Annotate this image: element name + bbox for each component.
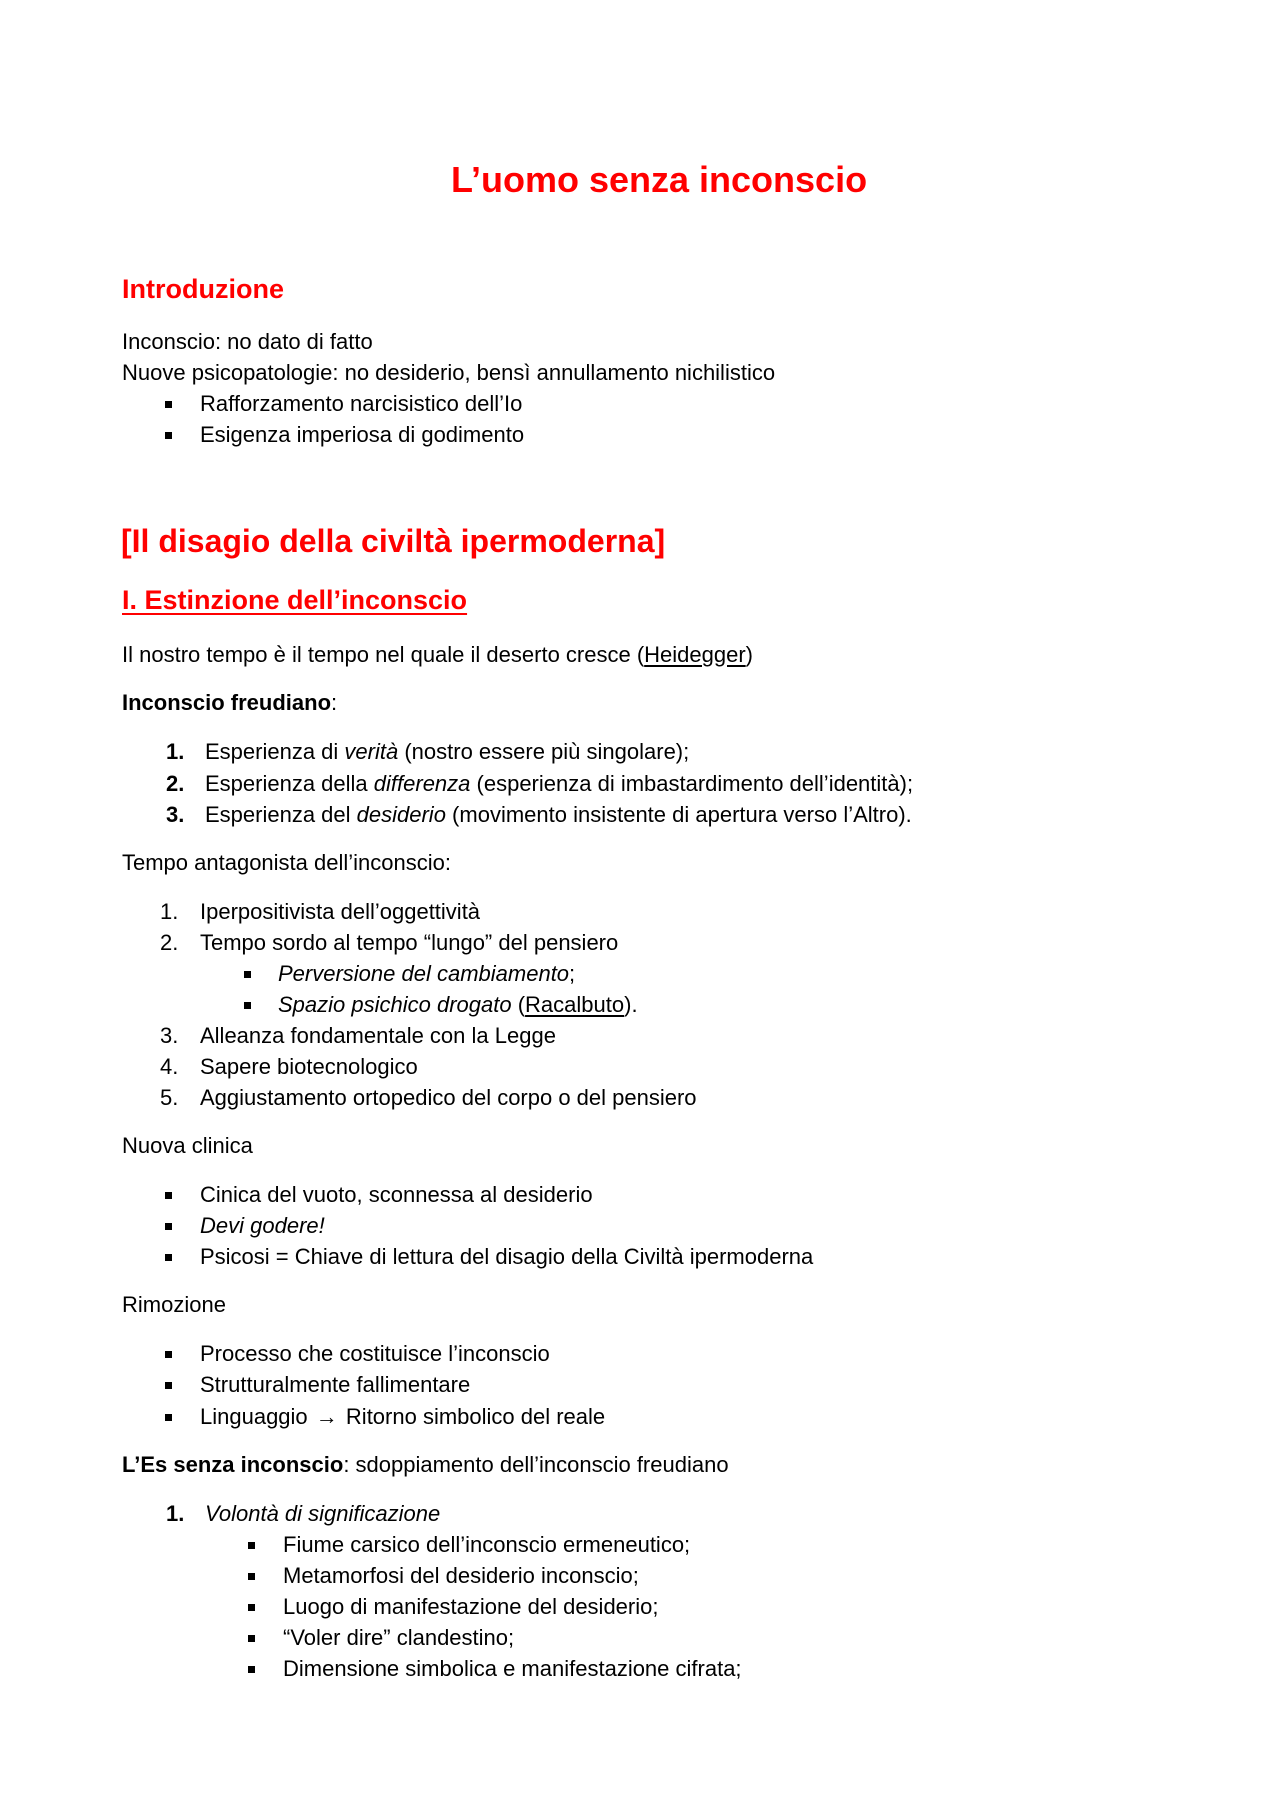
- subitem-punct: (: [511, 992, 526, 1017]
- square-bullet-icon: [165, 401, 172, 408]
- es-line: [122, 1454, 729, 1476]
- es-text: : sdoppiamento dell’inconscio freudiano: [343, 1452, 729, 1477]
- freud-colon: :: [331, 690, 338, 715]
- part-heading: [Il disagio della civiltà ipermoderna]: [121, 523, 666, 559]
- freud-item-text: (movimento insistente di apertura verso l’Altro).: [445, 802, 912, 827]
- freud-item-emphasis: differenza: [373, 771, 471, 796]
- square-bullet-icon: [248, 1573, 255, 1580]
- clinic-item: Psicosi = Chiave di lettura del disagio della Civiltà ipermoderna: [200, 1244, 814, 1269]
- subitem-punct: ).: [624, 992, 638, 1017]
- subitem-punct: ;: [569, 961, 576, 986]
- section-heading: I. Estinzione dell’inconscio: [122, 585, 468, 615]
- quote-line: [122, 644, 753, 666]
- antagonist-item: Alleanza fondamentale con la Legge: [200, 1023, 556, 1048]
- square-bullet-icon: [165, 1223, 172, 1230]
- freud-item: [205, 804, 912, 826]
- square-bullet-icon: [165, 1192, 172, 1199]
- list-number: 3.: [160, 1023, 179, 1048]
- list-number: 2.: [166, 771, 185, 796]
- freud-item-emphasis: desiderio: [356, 802, 446, 827]
- intro-line-1: Inconscio: no dato di fatto: [122, 329, 373, 354]
- es-subitem: Fiume carsico dell’inconscio ermeneutico;: [283, 1532, 691, 1557]
- list-number: 4.: [160, 1054, 179, 1079]
- antagonist-item: Iperpositivista dell’oggettività: [200, 899, 481, 924]
- quote-close: ): [745, 642, 753, 667]
- es-item: [205, 1503, 440, 1525]
- freud-item-text: (nostro essere più singolare);: [398, 739, 690, 764]
- quote-author: Heidegger: [644, 642, 746, 667]
- list-number: 1.: [160, 899, 179, 924]
- removal-item: [200, 1406, 605, 1428]
- document-title: L’uomo senza inconscio: [451, 159, 868, 200]
- list-number: 3.: [166, 802, 185, 827]
- intro-line-2: Nuove psicopatologie: no desiderio, bensì annullamento nichilistico: [122, 360, 776, 385]
- es-subitem: “Voler dire” clandestino;: [283, 1625, 515, 1650]
- removal-item: Strutturalmente fallimentare: [200, 1372, 471, 1397]
- list-number: 1.: [166, 739, 185, 764]
- freud-item-text: Esperienza del: [205, 802, 357, 827]
- freud-item-emphasis: verità: [344, 739, 399, 764]
- list-number: 1.: [166, 1501, 185, 1526]
- freud-item-text: (esperienza di imbastardimento dell’identità);: [470, 771, 914, 796]
- square-bullet-icon: [248, 1542, 255, 1549]
- square-bullet-icon: [165, 1382, 172, 1389]
- freud-item: [205, 773, 913, 795]
- list-number: 2.: [160, 930, 179, 955]
- clinic-label: Nuova clinica: [122, 1133, 253, 1158]
- square-bullet-icon: [165, 1351, 172, 1358]
- antagonist-subitem: [278, 963, 575, 985]
- clinic-item: [200, 1215, 325, 1237]
- freud-item-text: Esperienza della: [205, 771, 374, 796]
- square-bullet-icon: [165, 1254, 172, 1261]
- square-bullet-icon: [248, 1604, 255, 1611]
- list-number: 5.: [160, 1085, 179, 1110]
- antagonist-subitem: [278, 994, 638, 1016]
- removal-item-text: Ritorno simbolico del reale: [345, 1404, 606, 1429]
- clinic-item: Cinica del vuoto, sconnessa al desiderio: [200, 1182, 593, 1207]
- subitem-emphasis: Spazio psichico drogato: [278, 992, 512, 1017]
- freud-item-text: Esperienza di: [205, 739, 345, 764]
- subitem-author: Racalbuto: [525, 992, 625, 1017]
- quote-text: Il nostro tempo è il tempo nel quale il deserto cresce (: [122, 642, 645, 667]
- removal-item-text: Linguaggio: [200, 1404, 308, 1429]
- square-bullet-icon: [165, 432, 172, 439]
- freud-item: [205, 741, 689, 763]
- freud-label: Inconscio freudiano: [122, 690, 332, 715]
- es-item-emphasis: Volontà di significazione: [205, 1501, 441, 1526]
- es-label: L’Es senza inconscio: [122, 1452, 344, 1477]
- antagonist-item: Aggiustamento ortopedico del corpo o del pensiero: [200, 1085, 697, 1110]
- removal-item: Processo che costituisce l’inconscio: [200, 1341, 550, 1366]
- intro-bullet: Rafforzamento narcisistico dell’Io: [200, 391, 523, 416]
- square-bullet-icon: [248, 1666, 255, 1673]
- subitem-emphasis: Perversione del cambiamento: [278, 961, 570, 986]
- right-arrow-icon: →: [315, 1404, 338, 1429]
- es-subitem: Dimensione simbolica e manifestazione cifrata;: [283, 1656, 742, 1681]
- square-bullet-icon: [248, 1635, 255, 1642]
- es-subitem: Metamorfosi del desiderio inconscio;: [283, 1563, 639, 1588]
- es-subitem: Luogo di manifestazione del desiderio;: [283, 1594, 659, 1619]
- antagonist-item: Sapere biotecnologico: [200, 1054, 418, 1079]
- square-bullet-icon: [165, 1414, 172, 1421]
- removal-label: Rimozione: [122, 1292, 226, 1317]
- clinic-item-emphasis: Devi godere!: [200, 1213, 325, 1238]
- antagonist-label: Tempo antagonista dell’inconscio:: [122, 850, 451, 875]
- intro-heading: Introduzione: [122, 274, 284, 304]
- antagonist-item: Tempo sordo al tempo “lungo” del pensiero: [200, 930, 619, 955]
- freud-label-line: [122, 692, 337, 714]
- square-bullet-icon: [244, 971, 251, 978]
- square-bullet-icon: [244, 1002, 251, 1009]
- intro-bullet: Esigenza imperiosa di godimento: [200, 422, 525, 447]
